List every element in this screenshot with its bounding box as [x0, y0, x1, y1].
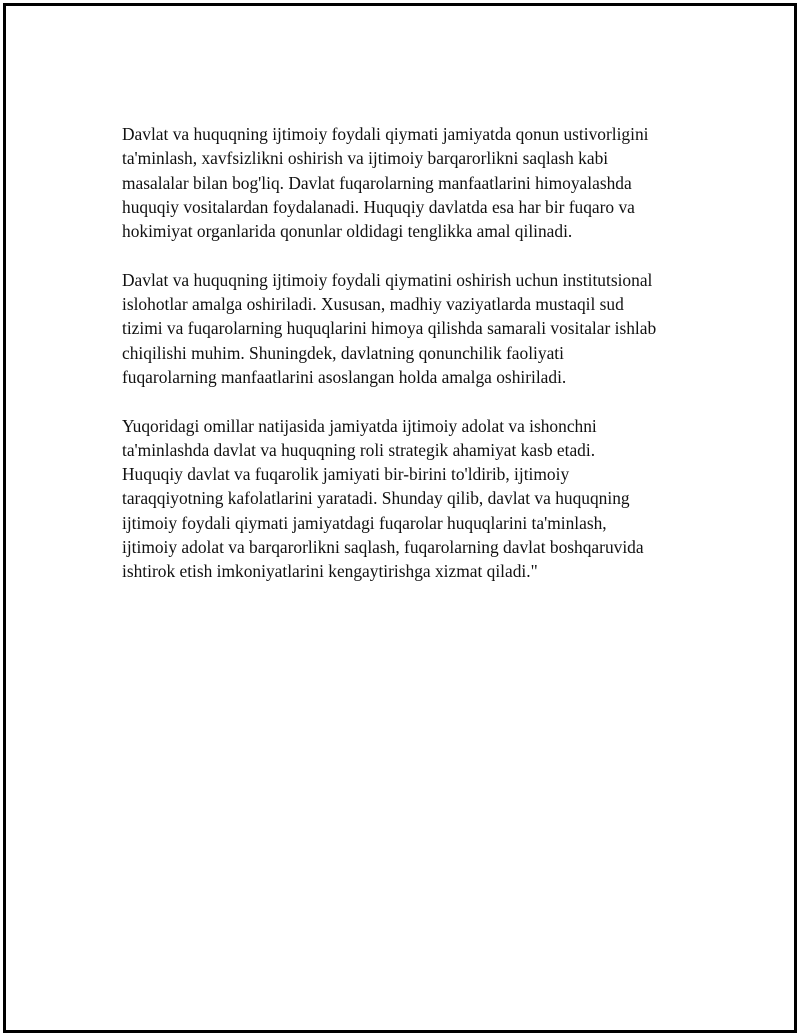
paragraph-2: Davlat va huquqning ijtimoiy foydali qiymatini oshirish uchun institutsional islohotlar amalga oshiriladi. Xususan, madhiy vaziyatlarda mustaqil sud tizimi va fuqarolarning huquqlarini himoya qilishda samarali vositalar ishlab chiqilishi muhim. Shuningdek, davlatning qonunchilik faoliyati fuqarolarning manfaatlarini asoslangan holda amalga oshiriladi. — [122, 269, 657, 387]
paragraph-3: Yuqoridagi omillar natijasida jamiyatda ijtimoiy adolat va ishonchni ta'minlashda davlat va huquqning roli strategik ahamiyat kasb etadi. Huquqiy davlat va fuqarolik jamiyati bir-birini to'ldirib, ijtimoiy taraqqiyotning kafolatlarini yaratadi. Shunday qilib, davlat va huquqning ijtimoiy foydali qiymati jamiyatdagi fuqarolar huquqlarini ta'minlash, ijtimoiy adolat va barqarorlikni saqlash, fuqarolarning davlat boshqaruvida ishtirok etish imkoniyatlarini kengaytirishga xizmat qiladi." — [122, 415, 644, 582]
document-body — [122, 122, 702, 608]
paragraph-1: Davlat va huquqning ijtimoiy foydali qiymati jamiyatda qonun ustivorligini ta'minlash, xavfsizlikni oshirish va ijtimoiy barqarorlikni saqlash kabi masalalar bilan bog'liq. Davlat fuqarolarning manfaatlarini himoyalashda huquqiy vositalardan foydalanadi. Huquqiy davlatda esa har bir fuqaro va hokimiyat organlarida qonunlar oldidagi tenglikka amal qilinadi. — [122, 124, 649, 242]
page-frame — [3, 3, 797, 1033]
